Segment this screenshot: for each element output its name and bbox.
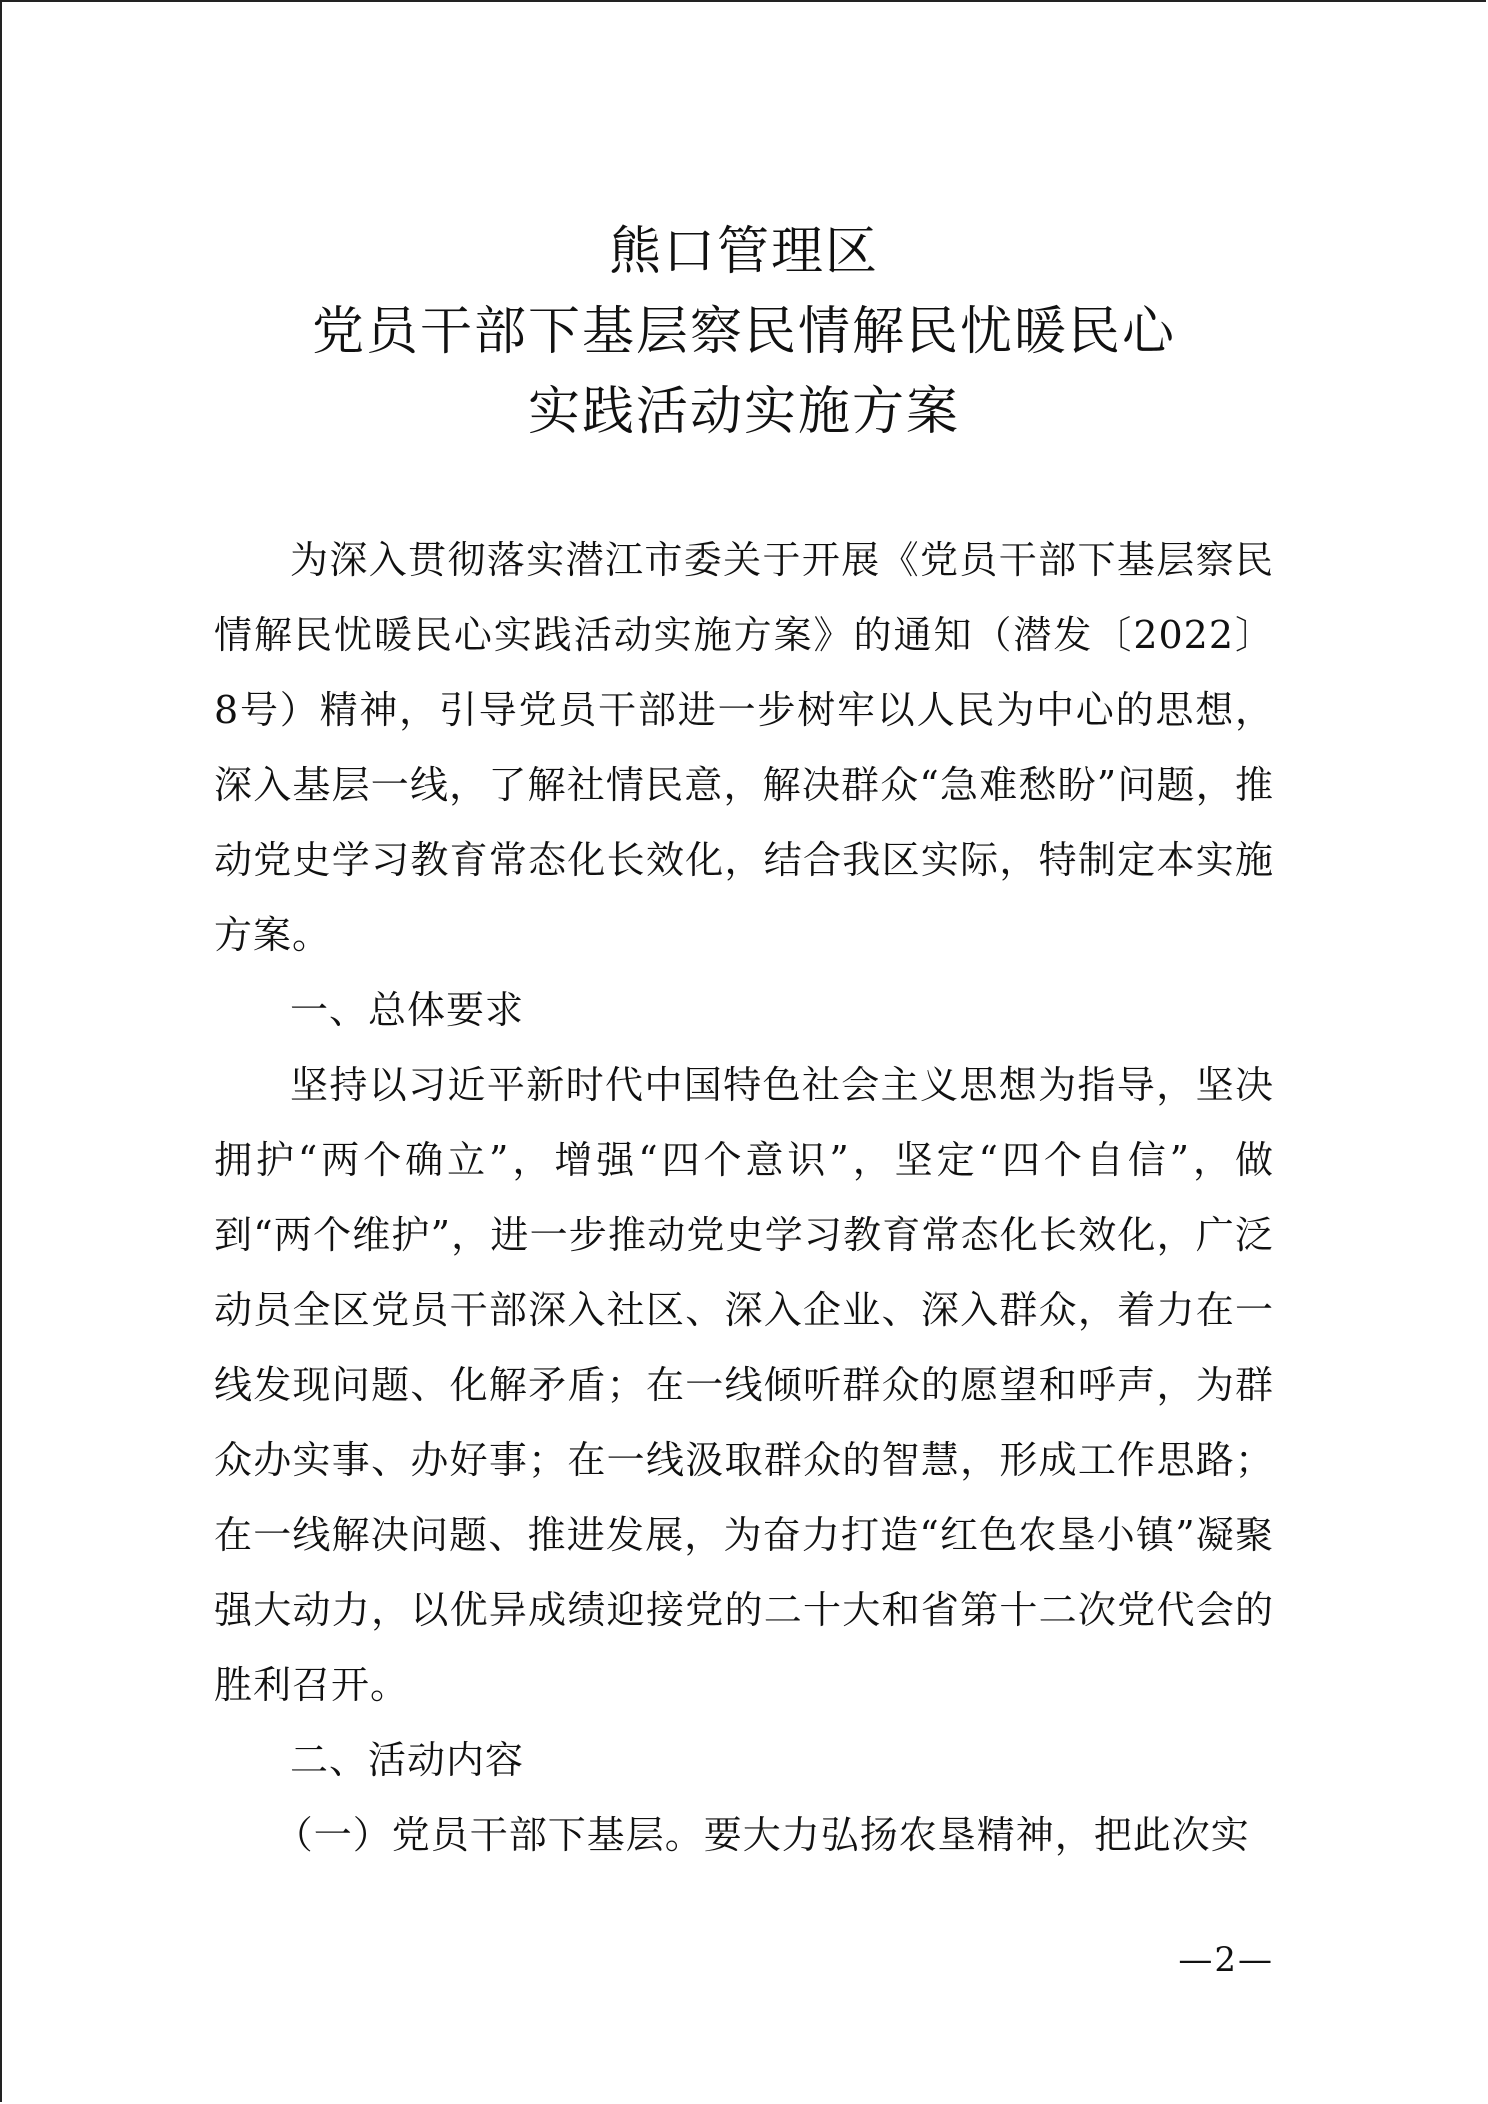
section-heading-2: 二、活动内容 (290, 1738, 525, 1782)
page-number: —2— (1178, 1940, 1274, 1980)
title-line-1: 熊口管理区 (608, 222, 879, 282)
section-heading-1: 一、总体要求 (290, 988, 525, 1032)
document-title (0, 212, 1488, 452)
document-body (214, 523, 1274, 1873)
title-line-3: 实践活动实施方案 (527, 382, 960, 442)
intro-paragraph: 为深入贯彻落实潜江市委关于开展《党员干部下基层察民情解民忧暖民心实践活动实施方案》的通知（潜发〔2022〕8号）精神，引导党员干部进一步树牢以人民为中心的思想，深入基层一线，了解社情民意，解决群众“急难愁盼”问题，推动党史学习教育常态化长效化，结合我区实际，特制定本实施方案。 (214, 538, 1274, 957)
activity-item-1: （一）党员干部下基层。要大力弘扬农垦精神，把此次实 (274, 1813, 1250, 1857)
requirements-paragraph: 坚持以习近平新时代中国特色社会主义思想为指导，坚决拥护“两个确立”，增强“四个意识”，坚定“四个自信”，做到“两个维护”，进一步推动党史学习教育常态化长效化，广泛动员全区党员干部深入社区、深入企业、深入群众，着力在一线发现问题、化解矛盾；在一线倾听群众的愿望和呼声，为群众办实事、办好事；在一线汲取群众的智慧，形成工作思路；在一线解决问题、推进发展，为奋力打造“红色农垦小镇”凝聚强大动力，以优异成绩迎接党的二十大和省第十二次党代会的胜利召开。 (214, 1063, 1274, 1707)
title-line-2: 党员干部下基层察民情解民忧暖民心 (311, 302, 1176, 362)
